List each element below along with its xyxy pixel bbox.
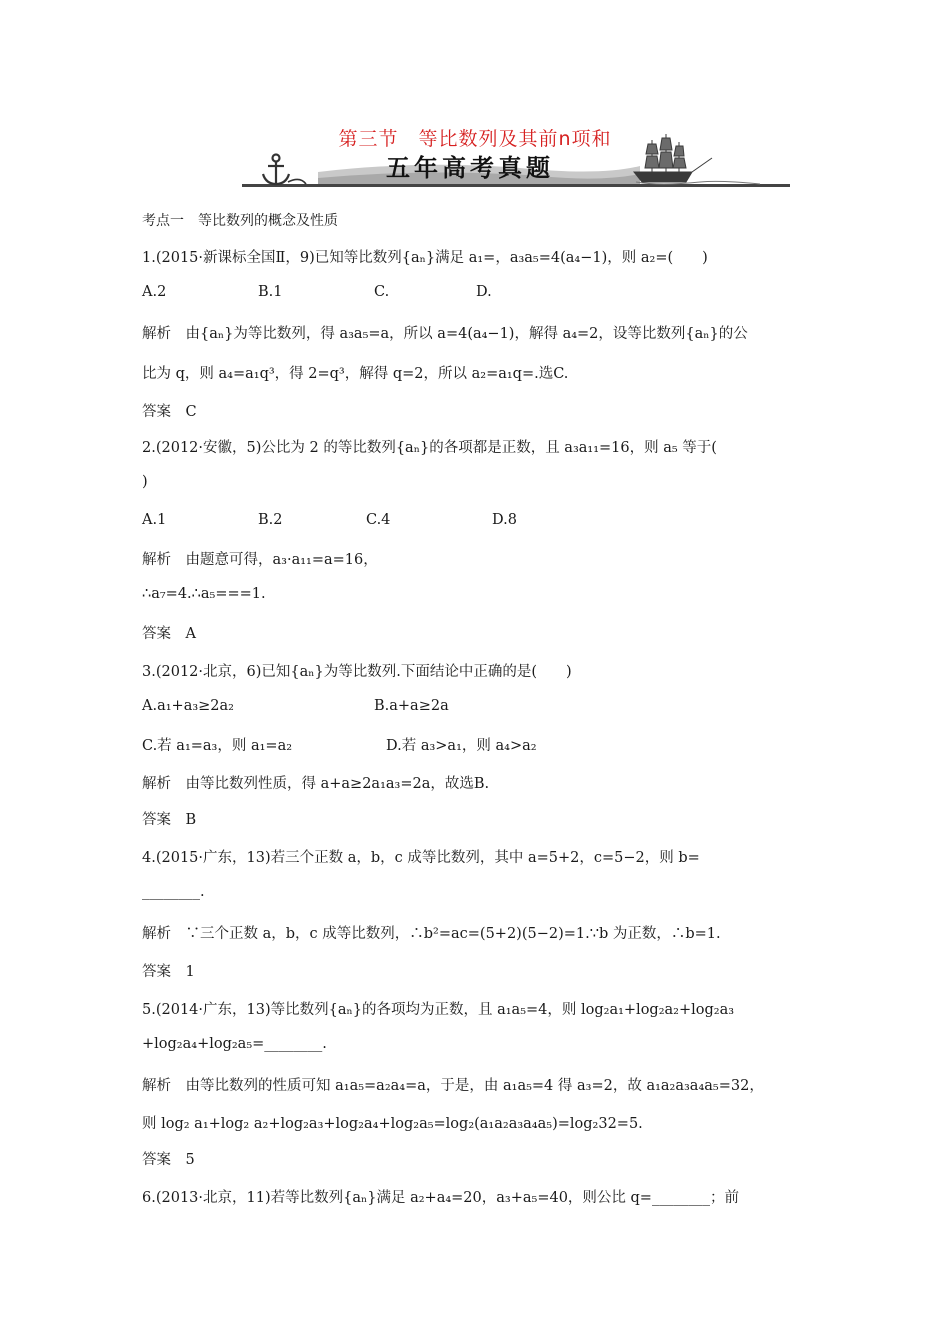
- question-5-cont: +log₂a₄+log₂a₅=________.: [142, 1036, 327, 1052]
- analysis-line: 解析 ∵三个正数 a，b，c 成等比数列，∴b²=ac=(5+2)(5−2)=1.∵b 为正数，∴b=1.: [142, 926, 721, 942]
- chapter-title: 第三节 等比数列及其前n项和: [338, 128, 612, 150]
- question-5: 5.(2014·广东，13)等比数列{aₙ}的各项均为正数，且 a₁a₅=4，则 log₂a₁+log₂a₂+log₂a₃: [142, 1002, 735, 1018]
- analysis-line: ∴a₇=4.∴a₅===1.: [142, 586, 266, 602]
- answer: 答案 C: [142, 404, 197, 420]
- option-a: A.2: [142, 284, 167, 300]
- option-b: B.1: [258, 284, 283, 300]
- analysis-line: 解析 由{aₙ}为等比数列，得 a₃a₅=a，所以 a=4(a₄−1)，解得 a₄=2，设等比数列{aₙ}的公: [142, 326, 748, 342]
- option-d: D.: [476, 284, 492, 300]
- banner-title: 五年高考真题: [386, 154, 554, 182]
- option-b: B.2: [258, 512, 283, 528]
- option-c: C.若 a₁=a₃，则 a₁=a₂: [142, 738, 293, 754]
- option-a: A.a₁+a₃≥2a₂: [142, 698, 234, 714]
- question-4-cont: ________.: [142, 884, 205, 900]
- analysis-line: 比为 q，则 a₄=a₁q³，得 2=q³，解得 q=2，所以 a₂=a₁q=.选C.: [142, 366, 569, 382]
- analysis-line: 解析 由题意可得，a₃·a₁₁=a=16，: [142, 552, 378, 568]
- answer: 答案 A: [142, 626, 196, 642]
- analysis-line: 解析 由等比数列的性质可知 a₁a₅=a₂a₄=a，于是，由 a₁a₅=4 得 a₃=2，故 a₁a₂a₃a₄a₅=32，: [142, 1078, 764, 1094]
- analysis-line: 解析 由等比数列性质，得 a+a≥2a₁a₃=2a，故选B.: [142, 776, 490, 792]
- section-heading: 考点一 等比数列的概念及性质: [142, 213, 338, 229]
- question-3: 3.(2012·北京，6)已知{aₙ}为等比数列.下面结论中正确的是( ): [142, 664, 572, 680]
- page-header: [0, 0, 950, 200]
- option-d: D.8: [492, 512, 517, 528]
- question-6: 6.(2013·北京，11)若等比数列{aₙ}满足 a₂+a₄=20，a₃+a₅=40，则公比 q=________；前: [142, 1190, 739, 1206]
- option-c: C.: [374, 284, 390, 300]
- question-2: 2.(2012·安徽，5)公比为 2 的等比数列{aₙ}的各项都是正数，且 a₃a₁₁=16，则 a₅ 等于(: [142, 440, 717, 456]
- ship-icon: [634, 134, 760, 184]
- answer: 答案 5: [142, 1152, 195, 1168]
- option-b: B.a+a≥2a: [374, 698, 449, 714]
- question-2-cont: ): [142, 474, 148, 490]
- analysis-line: 则 log₂ a₁+log₂ a₂+log₂a₃+log₂a₄+log₂a₅=log₂(a₁a₂a₃a₄a₅)=log₂32=5.: [142, 1116, 643, 1132]
- option-d: D.若 a₃>a₁，则 a₄>a₂: [386, 738, 537, 754]
- answer: 答案 B: [142, 812, 197, 828]
- option-a: A.1: [142, 512, 167, 528]
- question-1: 1.(2015·新课标全国Ⅱ，9)已知等比数列{aₙ}满足 a₁=，a₃a₅=4(a₄−1)，则 a₂=( ): [142, 250, 708, 266]
- anchor-icon: [263, 155, 306, 185]
- question-4: 4.(2015·广东，13)若三个正数 a，b，c 成等比数列，其中 a=5+2，c=5−2，则 b=: [142, 850, 700, 866]
- option-c: C.4: [366, 512, 391, 528]
- answer: 答案 1: [142, 964, 195, 980]
